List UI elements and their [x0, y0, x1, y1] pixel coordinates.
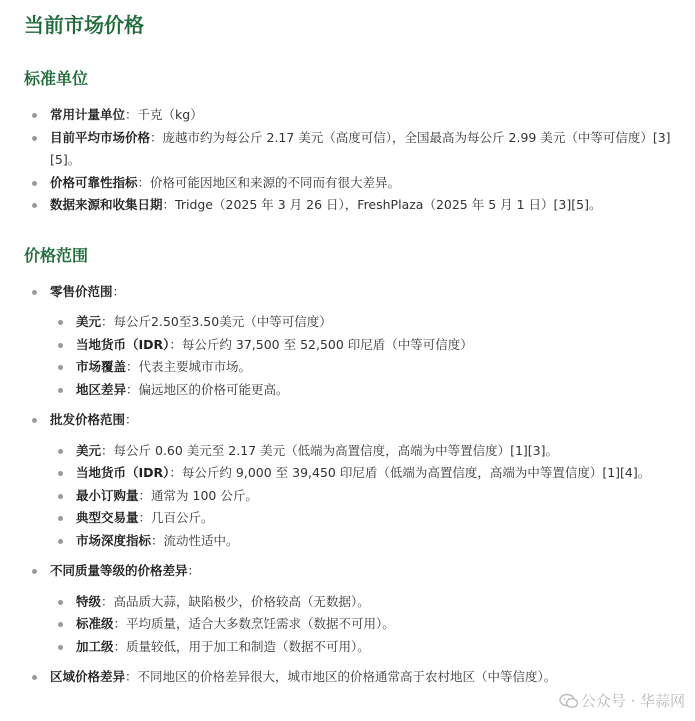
item-text: 每公斤约 9,000 至 39,450 印尼盾（低端为高置信度，高端为中等置信度）[1][4]。 — [181, 465, 651, 480]
standard-unit-list — [24, 104, 673, 217]
item-text: 偏远地区的价格可能更高。 — [138, 381, 289, 397]
list-item: 标准级：平均质量，适合大多数烹饪需求（数据不可用）。 — [50, 613, 673, 636]
item-label: 价格可靠性指标 — [50, 174, 138, 190]
section-heading-price-range: 价格范围 — [24, 245, 89, 265]
item-label: 市场覆盖 — [76, 359, 127, 374]
list-item: 市场深度指标：流动性适中。 — [50, 530, 673, 553]
item-label: 当地货币（IDR） — [76, 336, 170, 352]
list-item-regional: 区域价格差异：不同地区的价格差异很大，城市地区的价格通常高于农村地区（中等信度）。 — [24, 666, 673, 689]
item-text: 通常为 100 公斤。 — [151, 487, 258, 503]
item-label: 批发价格范围 — [50, 412, 126, 427]
list-item-wholesale: 批发价格范围： 美元：每公斤 0.60 美元至 2.17 美元（低端为高置信度，高端为中等置信度）[1][3]。 当地货币（IDR）：每公斤约 9,000 至 39,450 印尼盾（低端为高置信度，高端为中等置信度）[1][4]。 最小订购量：通常为 100 公斤。 典型交易量：几百公斤。 市场深度指标：流动性适中。 — [24, 409, 673, 552]
item-label: 美元 — [76, 314, 102, 329]
item-label: 地区差异 — [76, 381, 127, 397]
list-item: 美元：每公斤2.50至3.50美元（中等可信度） — [50, 311, 673, 334]
retail-sublist — [50, 311, 673, 401]
item-text: 庞越市约为每公斤 2.17 美元（高度可信），全国最高为每公斤 2.99 美元（中等可信度）[3][5]。 — [50, 129, 671, 167]
item-text: 每公斤约 37,500 至 52,500 印尼盾（中等可信度） — [181, 336, 473, 352]
list-item: 特级：高品质大蒜，缺陷极少，价格较高（无数据）。 — [50, 591, 673, 614]
item-text: 几百公斤。 — [151, 510, 214, 525]
item-label: 数据来源和收集日期 — [50, 197, 163, 212]
item-text: 千克（kg） — [137, 107, 203, 122]
list-item-retail: 零售价范围： 美元：每公斤2.50至3.50美元（中等可信度） 当地货币（IDR）：每公斤约 37,500 至 52,500 印尼盾（中等可信度） 市场覆盖：代表主要城市市场。 地区差异：偏远地区的价格可能更高。 — [24, 281, 673, 402]
list-item: 典型交易量：几百公斤。 — [50, 507, 673, 530]
item-text: 每公斤2.50至3.50美元（中等可信度） — [113, 314, 332, 329]
list-item: 美元：每公斤 0.60 美元至 2.17 美元（低端为高置信度，高端为中等置信度）[1][3]。 — [50, 440, 673, 463]
quality-sublist — [50, 591, 673, 659]
watermark — [559, 690, 685, 713]
list-item: 数据来源和收集日期：Tridge（2025 年 3 月 26 日），FreshPlaza（2025 年 5 月 1 日）[3][5]。 — [24, 194, 673, 217]
wechat-icon — [559, 693, 579, 713]
item-label: 常用计量单位 — [50, 107, 126, 122]
list-item: 市场覆盖：代表主要城市市场。 — [50, 356, 673, 379]
list-item: 当地货币（IDR）：每公斤约 9,000 至 39,450 印尼盾（低端为高置信度，高端为中等置信度）[1][4]。 — [50, 462, 673, 485]
item-label: 典型交易量 — [76, 510, 139, 525]
item-label: 零售价范围 — [50, 283, 113, 299]
item-label: 美元 — [76, 442, 102, 458]
list-item: 地区差异：偏远地区的价格可能更高。 — [50, 379, 673, 402]
section-heading-standard-unit: 标准单位 — [24, 69, 89, 88]
list-item-quality: 不同质量等级的价格差异： 特级：高品质大蒜，缺陷极少，价格较高（无数据）。 标准级：平均质量，适合大多数烹饪需求（数据不可用）。 加工级：质量较低，用于加工和制造（数据不可用）。 — [24, 560, 673, 658]
item-label: 目前平均市场价格 — [50, 129, 151, 145]
item-text: 高品质大蒜，缺陷极少，价格较高（无数据）。 — [113, 593, 370, 609]
watermark-text: 公众号 · 华蒜网 — [580, 692, 685, 710]
item-label: 标准级 — [76, 616, 114, 631]
item-label: 特级 — [76, 593, 102, 609]
item-text: 价格可能因地区和来源的不同而有很大差异。 — [150, 174, 401, 190]
item-label: 最小订购量 — [76, 487, 139, 503]
list-item: 价格可靠性指标：价格可能因地区和来源的不同而有很大差异。 — [24, 172, 673, 195]
list-item: 当地货币（IDR）：每公斤约 37,500 至 52,500 印尼盾（中等可信度） — [50, 334, 673, 357]
price-range-list — [24, 281, 673, 689]
item-label: 加工级 — [76, 638, 114, 654]
item-label: 不同质量等级的价格差异 — [50, 563, 188, 578]
item-text: 代表主要城市市场。 — [138, 359, 252, 374]
item-text: 流动性适中。 — [163, 532, 239, 548]
item-text: 不同地区的价格差异很大，城市地区的价格通常高于农村地区（中等信度）。 — [137, 669, 557, 684]
item-label: 市场深度指标 — [76, 532, 152, 548]
list-item: 目前平均市场价格：庞越市约为每公斤 2.17 美元（高度可信），全国最高为每公斤 2.99 美元（中等可信度）[3][5]。 — [24, 127, 673, 172]
list-item: 最小订购量：通常为 100 公斤。 — [50, 485, 673, 508]
item-label: 区域价格差异 — [50, 669, 126, 684]
list-item: 常用计量单位：千克（kg） — [24, 104, 673, 127]
item-text: 平均质量，适合大多数烹饪需求（数据不可用）。 — [126, 616, 395, 631]
list-item: 加工级：质量较低，用于加工和制造（数据不可用）。 — [50, 636, 673, 659]
item-label: 当地货币（IDR） — [76, 465, 170, 480]
item-text: Tridge（2025 年 3 月 26 日），FreshPlaza（2025 年 5 月 1 日）[3][5]。 — [175, 197, 602, 212]
item-text: 每公斤 0.60 美元至 2.17 美元（低端为高置信度，高端为中等置信度）[1][3]。 — [113, 442, 559, 458]
wholesale-sublist — [50, 440, 673, 553]
page-title: 当前市场价格 — [24, 13, 144, 37]
item-text: 质量较低，用于加工和制造（数据不可用）。 — [126, 638, 370, 654]
